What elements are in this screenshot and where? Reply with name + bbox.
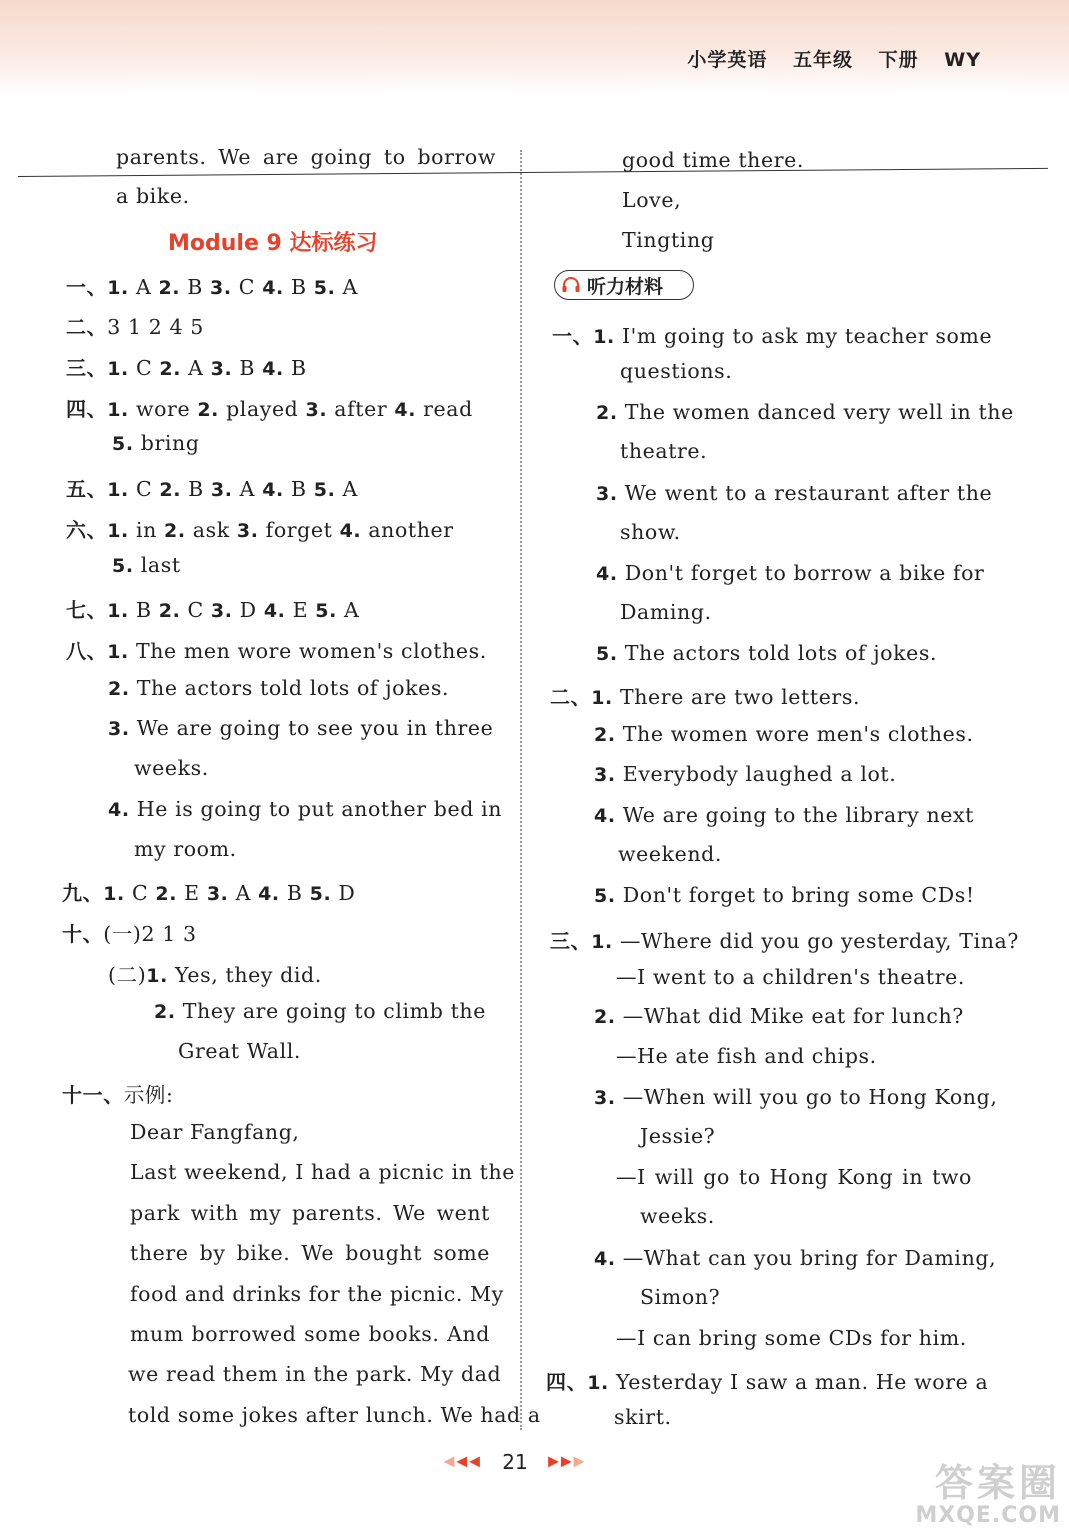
headphones-icon [561, 276, 581, 294]
answer-line [622, 228, 714, 252]
answer-line [616, 965, 965, 989]
section-marker: 十、 [62, 922, 104, 946]
answer-text: Daming. [620, 600, 712, 624]
answer-text: Last weekend, I had a picnic in the [130, 1160, 516, 1184]
answer-line [130, 1201, 490, 1225]
section-marker: 四、 [546, 1370, 588, 1394]
answer-line [130, 1282, 504, 1306]
answer-text: 3. —When will you go to Hong Kong, [594, 1085, 998, 1109]
answer-text: 3. We went to a restaurant after the [596, 481, 993, 505]
answer-line [130, 1120, 300, 1144]
answer-text: show. [620, 520, 681, 544]
header-subject: 小学英语 [687, 49, 768, 71]
answer-text: Dear Fangfang, [130, 1120, 300, 1144]
answer-text: 1. C 2. A 3. B 4. B [107, 356, 307, 380]
answer-line [112, 431, 200, 455]
answer-text: 2. They are going to climb the [154, 999, 486, 1023]
answer-text: good time there. [622, 148, 804, 172]
section-marker: 九、 [62, 881, 104, 905]
answer-text: 2. The women wore men's clothes. [594, 722, 974, 746]
answer-text: 4. Don't forget to borrow a bike for [596, 561, 985, 585]
answer-line [622, 188, 681, 212]
answer-line [640, 1285, 720, 1309]
section-marker: 四、 [66, 397, 108, 421]
next-arrows-icon: ▶▶▶ [548, 1453, 587, 1470]
watermark [915, 1452, 1061, 1528]
answer-line [66, 311, 204, 340]
answer-line [550, 681, 860, 710]
answer-text: parents. We are going to borrow [116, 145, 496, 169]
answer-text: there by bike. We bought some [130, 1241, 490, 1265]
answer-line [616, 1044, 877, 1068]
answer-line [594, 1085, 998, 1109]
answer-text: —He ate fish and chips. [616, 1044, 877, 1068]
answer-text: 2. —What did Mike eat for lunch? [594, 1004, 964, 1028]
answer-line [616, 1326, 967, 1350]
answer-line [134, 837, 237, 861]
answer-line [128, 1362, 502, 1386]
answer-line [66, 271, 358, 300]
answer-text: 1. There are two letters. [591, 685, 861, 709]
answer-line [66, 393, 473, 422]
section-marker: 三、 [66, 356, 108, 380]
answer-line [594, 803, 975, 827]
horizontal-rule [18, 168, 1048, 177]
answer-line [640, 1124, 715, 1148]
answer-text: (一)2 1 3 [103, 922, 197, 946]
answer-line [594, 1246, 997, 1270]
answer-text: 2. The women danced very well in the [596, 400, 1014, 424]
answer-text: —I went to a children's theatre. [616, 965, 965, 989]
section-marker: 七、 [66, 598, 108, 622]
answer-text: 1. Yesterday I saw a man. He wore a [587, 1370, 989, 1394]
answer-text: 1. C 2. B 3. A 4. B 5. A [107, 477, 358, 501]
header-meta [669, 45, 981, 72]
answer-text: food and drinks for the picnic. My [130, 1282, 504, 1306]
answer-line [66, 594, 359, 623]
answer-line [620, 359, 732, 383]
page-footer [430, 1448, 600, 1474]
section-marker: 二、 [550, 685, 592, 709]
answer-text: 1. —Where did you go yesterday, Tina? [591, 929, 1019, 953]
answer-text: 4. He is going to put another bed in [108, 797, 503, 821]
answer-line [594, 1004, 964, 1028]
answer-text: weekend. [618, 842, 723, 866]
answer-line [108, 797, 503, 821]
answer-line [546, 1366, 989, 1395]
answer-line [594, 722, 974, 746]
listen-label: 听力材料 [587, 275, 664, 298]
answer-text: 1. A 2. B 3. C 4. B 5. A [107, 275, 358, 299]
answer-line [618, 842, 722, 866]
answer-line [108, 716, 494, 740]
answer-text: 3 1 2 4 5 [107, 315, 204, 339]
answer-text: Tingting [622, 228, 715, 252]
answer-line [62, 917, 197, 947]
answer-text: 5. The actors told lots of jokes. [596, 641, 938, 665]
answer-line [178, 1039, 301, 1063]
header-edition: WY [944, 49, 981, 71]
module-title: Module 9 达标练习 [168, 231, 378, 256]
answer-text: 1. wore 2. played 3. after 4. read [107, 397, 473, 421]
answer-line [66, 352, 307, 381]
answer-text: we read them in the park. My dad [128, 1362, 502, 1386]
answer-line [134, 756, 209, 780]
answer-text: 1. B 2. C 3. D 4. E 5. A [107, 598, 360, 622]
answer-line [614, 1405, 672, 1429]
answer-line [112, 553, 181, 577]
page-number: 21 [502, 1449, 528, 1474]
answer-text: mum borrowed some books. And [130, 1322, 490, 1346]
answer-text: 4. We are going to the library next [594, 803, 975, 827]
answer-line [622, 148, 804, 172]
answer-text: Great Wall. [178, 1039, 302, 1063]
answer-line [62, 877, 355, 906]
section-marker: 一、 [66, 275, 108, 299]
answer-text: 3. Everybody laughed a lot. [594, 762, 897, 786]
answer-text: 示例: [123, 1083, 174, 1107]
answer-text: Simon? [640, 1285, 721, 1309]
answer-text: 4. —What can you bring for Daming, [594, 1246, 997, 1270]
answer-text: 1. I'm going to ask my teacher some [593, 324, 993, 348]
answer-line [130, 1160, 516, 1184]
answer-text: 5. bring [112, 431, 200, 455]
answer-line [640, 1204, 715, 1228]
answer-line [596, 400, 1014, 424]
answer-text: 5. last [112, 553, 181, 577]
answer-line [620, 600, 712, 624]
answer-text: skirt. [614, 1405, 672, 1429]
answer-line [130, 1322, 490, 1346]
answer-line [550, 925, 1019, 954]
answer-line [108, 676, 449, 700]
answer-text: Love, [622, 188, 682, 212]
prev-arrows-icon: ◀◀◀ [443, 1453, 482, 1470]
answer-text: park with my parents. We went [130, 1201, 490, 1225]
header-grade: 五年级 [793, 49, 854, 71]
answer-text: 1. C 2. E 3. A 4. B 5. D [103, 881, 356, 905]
answer-text: —I will go to Hong Kong in two [616, 1165, 972, 1189]
answer-line [596, 561, 985, 585]
section-marker: 二、 [66, 315, 108, 339]
section-marker: 六、 [66, 518, 108, 542]
answer-text: 2. The actors told lots of jokes. [108, 676, 450, 700]
answer-text: weeks. [134, 756, 209, 780]
answer-line [596, 641, 937, 665]
answer-line [116, 184, 190, 208]
answer-text: 3. We are going to see you in three [108, 716, 494, 740]
answer-line [62, 1078, 174, 1108]
section-marker: 五、 [66, 477, 108, 501]
section-marker: 一、 [552, 324, 594, 348]
watermark-text: 答案圈 [934, 1461, 1061, 1505]
answer-line [620, 439, 707, 463]
answer-text: Jessie? [640, 1124, 716, 1148]
answer-line [596, 481, 993, 505]
answer-text: —I can bring some CDs for him. [616, 1326, 967, 1350]
answer-text: my room. [134, 837, 237, 861]
header-volume: 下册 [878, 49, 919, 71]
answer-line [66, 635, 487, 664]
section-marker: 八、 [66, 639, 108, 663]
answer-text: (二)1. Yes, they did. [108, 963, 322, 987]
answer-text: 1. in 2. ask 3. forget 4. another [107, 518, 454, 542]
answer-line [116, 145, 496, 169]
answer-line [616, 1165, 972, 1189]
answer-line [154, 999, 486, 1023]
listening-material-label [554, 270, 694, 300]
section-marker: 三、 [550, 929, 592, 953]
answer-line [552, 320, 993, 349]
column-divider [520, 150, 522, 1430]
answer-text: 5. Don't forget to bring some CDs! [594, 883, 975, 907]
answer-text: weeks. [640, 1204, 715, 1228]
answer-line [108, 958, 322, 988]
answer-line [594, 883, 975, 907]
answer-line [620, 520, 681, 544]
answer-text: questions. [620, 359, 733, 383]
answer-line [66, 514, 454, 543]
answer-line [130, 1241, 490, 1265]
watermark-url: MXQE.COM [915, 1503, 1061, 1528]
answer-line [66, 473, 358, 502]
answer-line [128, 1403, 541, 1427]
answer-line [594, 762, 896, 786]
section-marker: 十一、 [62, 1083, 124, 1107]
answer-text: 1. The men wore women's clothes. [107, 639, 487, 663]
answer-text: told some jokes after lunch. We had a [128, 1403, 541, 1427]
answer-text: a bike. [116, 184, 190, 208]
answer-text: theatre. [620, 439, 708, 463]
